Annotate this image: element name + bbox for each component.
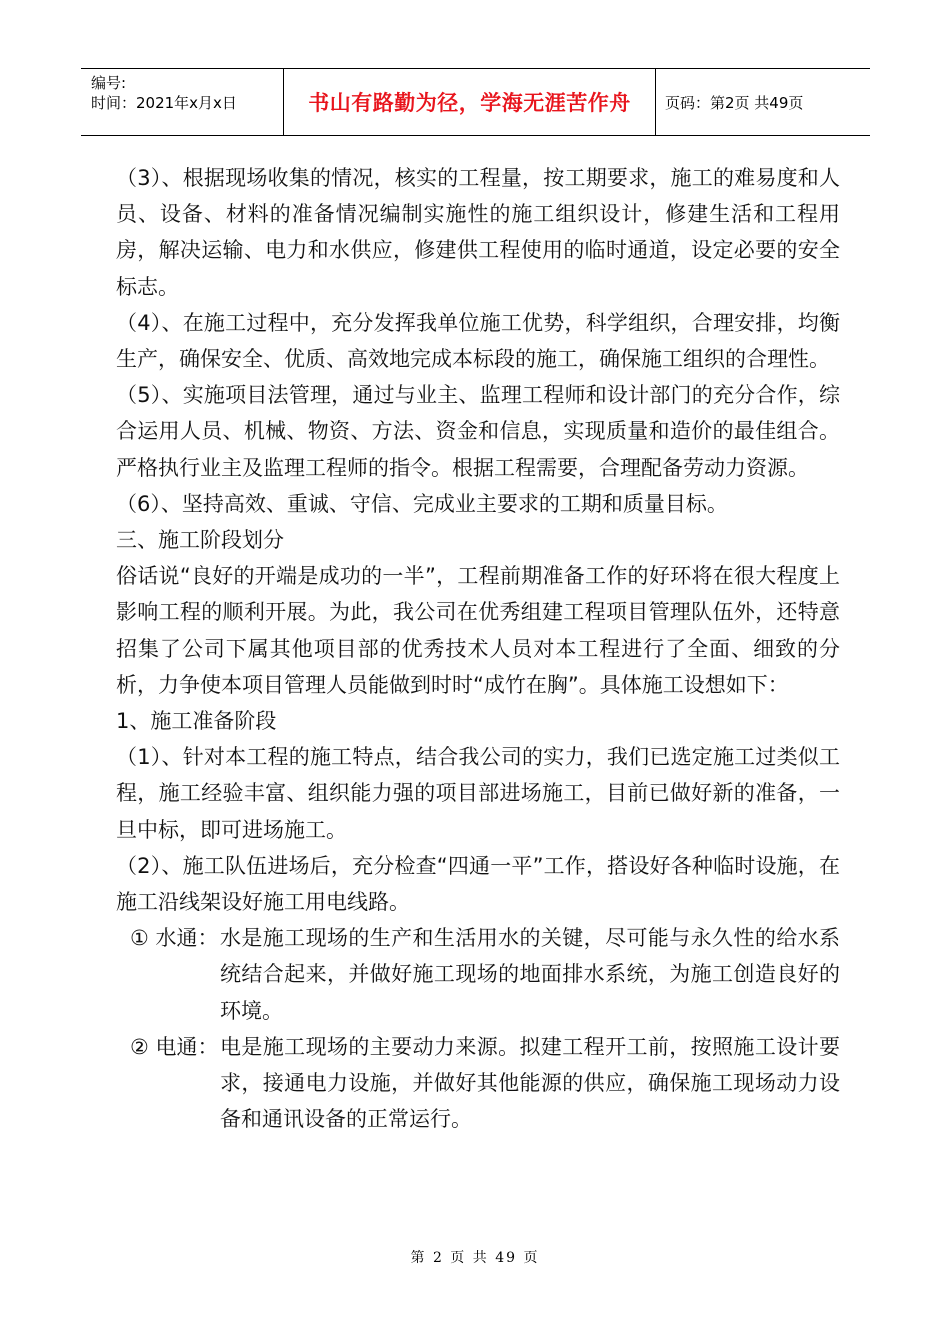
document-body bbox=[116, 160, 840, 1137]
subitem-water-text: 水是施工现场的生产和生活用水的关键，尽可能与永久性的给水系统结合起来，并做好施工现场的地面排水系统，为施工创造良好的环境。 bbox=[220, 926, 840, 1023]
paragraph-3: （3）、根据现场收集的情况，核实的工程量，按工期要求，施工的难易度和人员、设备、材料的准备情况编制实施性的施工组织设计，修建生活和工程用房，解决运输、电力和水供应，修建供工程使用的临时通道，设定必要的安全标志。 bbox=[116, 166, 840, 299]
paragraph-4: （4）、在施工过程中，充分发挥我单位施工优势，科学组织，合理安排，均衡生产，确保安全、优质、高效地完成本标段的施工，确保施工组织的合理性。 bbox=[116, 310, 840, 372]
subitem-power-tag: ② 电通： bbox=[130, 1034, 219, 1059]
section-heading: 三、施工阶段划分 bbox=[116, 528, 284, 553]
serial-label: 编号: bbox=[91, 74, 127, 92]
prep-paragraph-1: （1）、针对本工程的施工特点，结合我公司的实力，我们已选定施工过类似工程，施工经验丰富、组织能力强的项目部进场施工，目前已做好新的准备，一旦中标，即可进场施工。 bbox=[116, 745, 840, 842]
page-info: 页码：第2页 共49页 bbox=[665, 93, 804, 112]
paragraph-6: （6）、坚持高效、重诚、守信、完成业主要求的工期和质量目标。 bbox=[116, 491, 728, 516]
header-meta-cell bbox=[81, 69, 284, 135]
page-footer: 第 2 页 共 49 页 bbox=[410, 1250, 540, 1266]
header-page-cell bbox=[656, 69, 870, 135]
subitem-water bbox=[116, 920, 840, 1029]
paragraph-5: （5）、实施项目法管理，通过与业主、监理工程师和设计部门的充分合作，综合运用人员、机械、物资、方法、资金和信息，实现质量和造价的最佳组合。严格执行业主及监理工程师的指令。根据工程需要，合理配备劳动力资源。 bbox=[116, 383, 840, 480]
motto-text: 书山有路勤为径，学海无涯苦作舟 bbox=[308, 91, 631, 115]
subitem-water-tag: ① 水通： bbox=[130, 926, 219, 951]
prep-paragraph-2: （2）、施工队伍进场后，充分检查“四通一平”工作，搭设好各种临时设施，在施工沿线架设好施工用电线路。 bbox=[116, 853, 840, 915]
time-label: 时间：2021年x月x日 bbox=[91, 94, 237, 112]
subitem-power bbox=[116, 1029, 840, 1138]
intro-paragraph: 俗话说“良好的开端是成功的一半”，工程前期准备工作的好环将在很大程度上影响工程的顺利开展。为此，我公司在优秀组建工程项目管理队伍外，还特意招集了公司下属其他项目部的优秀技术人员对本工程进行了全面、细致的分析，力争使本项目管理人员能做到时时“成竹在胸”。具体施工设想如下： bbox=[116, 564, 840, 697]
header-table bbox=[81, 68, 870, 136]
subsection-heading: 1、施工准备阶段 bbox=[116, 709, 277, 734]
header-motto-cell bbox=[284, 69, 656, 135]
subitem-power-text: 电是施工现场的主要动力来源。拟建工程开工前，按照施工设计要求，接通电力设施，并做好其他能源的供应，确保施工现场动力设备和通讯设备的正常运行。 bbox=[220, 1034, 840, 1132]
